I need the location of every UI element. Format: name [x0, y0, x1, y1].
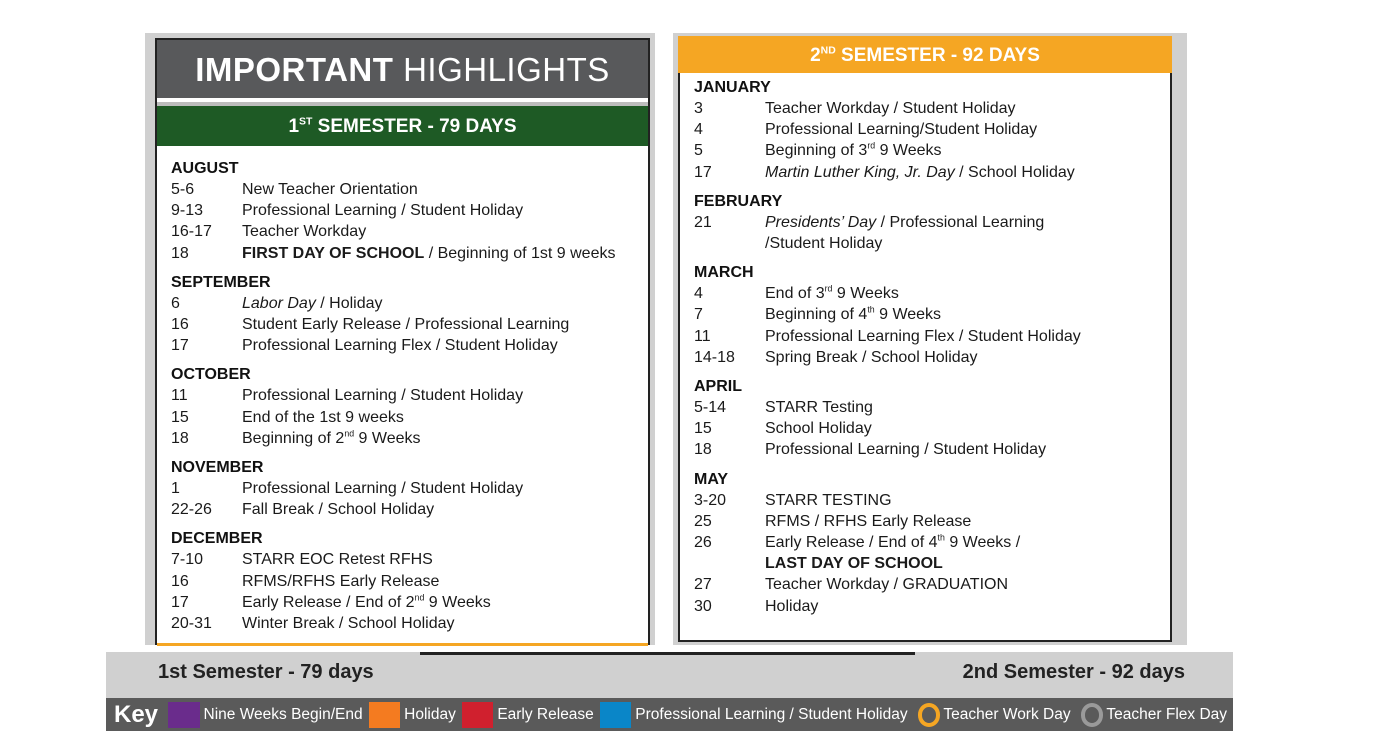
legend-swatch	[600, 702, 631, 728]
second-semester-heading: 2ND SEMESTER - 92 DAYS	[678, 36, 1172, 73]
event-text	[242, 200, 648, 221]
event-description: STARR Testing	[765, 399, 873, 417]
event-text	[765, 553, 1170, 574]
event-description: / School Holiday	[954, 163, 1075, 181]
event-description-tail: 9 Weeks	[354, 429, 421, 447]
month-heading: MARCH	[694, 264, 754, 282]
event-description: / Beginning of 1st 9 weeks	[424, 244, 616, 262]
event-row	[694, 574, 1170, 595]
first-semester-events	[157, 146, 648, 634]
event-date	[694, 233, 765, 254]
month-block	[171, 158, 648, 264]
event-row	[171, 428, 648, 449]
event-bold-text: LAST DAY OF SCHOOL	[765, 555, 943, 573]
event-text	[242, 407, 648, 428]
month-heading: SEPTEMBER	[171, 273, 271, 291]
month-block	[171, 364, 648, 449]
event-row	[171, 613, 648, 634]
event-description: Professional Learning / Student Holiday	[242, 202, 524, 220]
event-text	[242, 428, 648, 449]
event-description: School Holiday	[765, 420, 872, 438]
event-text	[242, 499, 648, 520]
event-text	[242, 179, 648, 200]
event-text	[765, 212, 1170, 233]
first-semester-summary: 1st Semester - 79 days	[158, 661, 374, 683]
event-date: 17	[171, 337, 189, 355]
event-description: Spring Break / School Holiday	[765, 348, 978, 366]
event-text	[765, 304, 1170, 325]
month-block	[171, 457, 648, 520]
event-text	[242, 293, 648, 314]
legend-ring-icon	[1081, 703, 1104, 727]
event-text	[242, 385, 648, 406]
event-description: Professional Learning/Student Holiday	[765, 121, 1038, 139]
event-date: 25	[694, 512, 712, 530]
event-date: 5-14	[694, 399, 727, 417]
event-text	[242, 335, 648, 356]
event-text	[242, 613, 648, 634]
event-description: / Professional Learning	[876, 213, 1045, 231]
event-date: 20-31	[171, 615, 212, 633]
event-date: 18	[694, 441, 712, 459]
month-heading: FEBRUARY	[694, 192, 783, 210]
month-heading: JANUARY	[694, 79, 771, 96]
event-date: 16-17	[171, 223, 212, 241]
event-row	[694, 140, 1170, 161]
event-text	[765, 418, 1170, 439]
event-row	[171, 499, 648, 520]
event-row	[694, 553, 1170, 574]
event-date: 5-6	[171, 181, 195, 198]
month-block	[171, 272, 648, 357]
ordinal-suffix: th	[937, 532, 945, 543]
event-date: 7	[694, 306, 703, 324]
event-date: 9-13	[171, 202, 204, 220]
event-description: Teacher Workday / Student Holiday	[765, 100, 1016, 117]
event-text	[765, 326, 1170, 347]
event-description: Professional Learning Flex / Student Holiday	[242, 337, 558, 355]
event-row	[694, 511, 1170, 532]
month-block	[694, 191, 1170, 254]
event-date: 6	[171, 294, 180, 312]
event-description: Winter Break / School Holiday	[242, 615, 455, 633]
ordinal-suffix: rd	[867, 141, 876, 152]
event-row	[171, 385, 648, 406]
event-text	[765, 119, 1170, 140]
event-row	[694, 532, 1170, 553]
event-row	[694, 347, 1170, 368]
month-heading: DECEMBER	[171, 530, 263, 548]
ordinal-suffix: th	[867, 305, 875, 316]
month-block	[694, 376, 1170, 461]
event-text	[242, 478, 648, 499]
second-semester-events	[680, 73, 1170, 617]
month-block	[171, 528, 648, 634]
black-divider	[420, 652, 915, 655]
event-date: 16	[171, 316, 189, 334]
event-date: 14-18	[694, 348, 735, 366]
event-description-tail: 9 Weeks /	[944, 534, 1021, 552]
month-heading: APRIL	[694, 378, 742, 396]
semester-summary-bar	[106, 652, 1233, 698]
event-date: 26	[694, 534, 712, 552]
event-description-tail: 9 Weeks	[424, 593, 491, 611]
event-description: Beginning of 2	[242, 429, 345, 447]
event-text	[765, 490, 1170, 511]
event-date: 22-26	[171, 501, 212, 519]
event-row	[171, 592, 648, 613]
event-row	[694, 119, 1170, 140]
event-description: Student Early Release / Professional Learning	[242, 316, 570, 334]
event-description: Holiday	[765, 597, 819, 615]
event-date: 1	[171, 480, 180, 498]
event-description: End of the 1st 9 weeks	[242, 408, 404, 426]
event-text	[765, 574, 1170, 595]
event-text	[242, 314, 648, 335]
event-text	[765, 596, 1170, 617]
event-row	[171, 293, 648, 314]
event-date: 11	[171, 387, 188, 405]
event-date: 21	[694, 213, 712, 231]
event-row	[171, 221, 648, 242]
event-date	[694, 553, 765, 574]
event-text	[242, 571, 648, 592]
legend-swatch	[168, 702, 199, 728]
event-description-tail: 9 Weeks	[875, 142, 942, 160]
ordinal-suffix: nd	[414, 592, 425, 603]
event-description: Professional Learning / Student Holiday	[242, 480, 524, 498]
event-description: Fall Break / School Holiday	[242, 501, 435, 519]
event-row	[694, 418, 1170, 439]
second-semester-summary: 2nd Semester - 92 days	[962, 661, 1185, 683]
event-date: 3	[694, 100, 703, 117]
event-text	[765, 397, 1170, 418]
month-heading: NOVEMBER	[171, 459, 264, 477]
legend-swatch	[462, 702, 493, 728]
event-date: 17	[694, 163, 712, 181]
event-row	[694, 233, 1170, 254]
event-date: 18	[171, 429, 189, 447]
event-description-tail: 9 Weeks	[874, 306, 942, 324]
legend-ring-icon	[918, 703, 941, 727]
legend-label: Holiday	[404, 705, 456, 723]
event-text	[765, 439, 1170, 460]
event-description: Professional Learning / Student Holiday	[242, 387, 524, 405]
event-italic-text: Martin Luther King, Jr. Day	[765, 163, 955, 181]
legend-key	[106, 698, 1233, 731]
event-row	[171, 179, 648, 200]
event-description: Professional Learning / Student Holiday	[765, 441, 1047, 459]
orange-divider	[157, 643, 648, 646]
event-bold-text: FIRST DAY OF SCHOOL	[242, 244, 425, 262]
legend-label: Teacher Flex Day	[1106, 705, 1228, 723]
event-text	[242, 592, 648, 613]
event-date: 5	[694, 142, 703, 160]
event-row	[694, 490, 1170, 511]
event-date: 4	[694, 285, 703, 303]
event-row	[694, 326, 1170, 347]
event-date: 15	[694, 420, 712, 438]
event-row	[694, 596, 1170, 617]
first-semester-heading: 1ST SEMESTER - 79 DAYS	[157, 106, 648, 146]
event-description: / Holiday	[315, 294, 383, 312]
event-italic-text: Labor Day	[242, 294, 316, 312]
first-semester-panel	[155, 38, 650, 645]
event-text	[242, 549, 648, 570]
event-description: Professional Learning Flex / Student Holiday	[765, 327, 1081, 345]
month-block	[694, 262, 1170, 368]
legend-label: Professional Learning / Student Holiday	[635, 705, 908, 723]
event-row	[171, 243, 648, 264]
event-description: Teacher Workday	[242, 223, 367, 241]
event-date: 18	[171, 244, 189, 262]
event-row	[694, 98, 1170, 119]
event-description: RFMS / RFHS Early Release	[765, 512, 972, 530]
event-date: 15	[171, 408, 189, 426]
legend-swatch	[369, 702, 400, 728]
event-row	[171, 571, 648, 592]
event-text	[765, 98, 1170, 119]
month-heading: MAY	[694, 470, 729, 488]
event-description: Early Release / End of 4	[765, 534, 938, 552]
event-description-tail: 9 Weeks	[832, 285, 899, 303]
event-description: STARR EOC Retest RFHS	[242, 551, 433, 569]
second-semester-panel	[678, 36, 1172, 642]
event-description: Beginning of 4	[765, 306, 868, 324]
event-date: 30	[694, 597, 712, 615]
highlights-title: IMPORTANT HIGHLIGHTS	[157, 40, 648, 98]
event-description: /Student Holiday	[765, 235, 883, 253]
legend-label: Teacher Work Day	[943, 705, 1071, 723]
event-text	[765, 162, 1170, 183]
event-text	[242, 221, 648, 242]
event-row	[171, 407, 648, 428]
event-description: End of 3	[765, 285, 825, 303]
event-date: 16	[171, 572, 189, 590]
event-row	[694, 212, 1170, 233]
legend-label: Nine Weeks Begin/End	[203, 705, 363, 723]
event-italic-text: Presidents’ Day	[765, 213, 877, 231]
event-text	[242, 243, 648, 264]
event-date: 27	[694, 576, 712, 594]
month-heading: OCTOBER	[171, 366, 251, 384]
event-text	[765, 347, 1170, 368]
event-row	[694, 304, 1170, 325]
event-row	[171, 314, 648, 335]
event-date: 3-20	[694, 491, 727, 509]
event-row	[694, 439, 1170, 460]
event-date: 4	[694, 121, 703, 139]
month-heading: AUGUST	[171, 160, 239, 177]
event-row	[694, 397, 1170, 418]
event-text	[765, 511, 1170, 532]
legend-label: Early Release	[497, 705, 594, 723]
event-row	[694, 162, 1170, 183]
month-block	[694, 77, 1170, 183]
ordinal-suffix: nd	[344, 428, 355, 439]
event-date: 17	[171, 593, 189, 611]
event-date: 7-10	[171, 551, 204, 569]
event-text	[765, 233, 1170, 254]
event-text	[765, 532, 1170, 553]
event-row	[171, 335, 648, 356]
event-description: New Teacher Orientation	[242, 181, 418, 198]
event-text	[765, 140, 1170, 161]
ordinal-suffix: rd	[824, 283, 833, 294]
event-row	[171, 200, 648, 221]
event-description: Beginning of 3	[765, 142, 868, 160]
event-description: Early Release / End of 2	[242, 593, 415, 611]
event-row	[694, 283, 1170, 304]
month-block	[694, 469, 1170, 617]
event-description: RFMS/RFHS Early Release	[242, 572, 440, 590]
event-description: Teacher Workday / GRADUATION	[765, 576, 1009, 594]
key-title: Key	[114, 700, 159, 728]
event-row	[171, 478, 648, 499]
event-row	[171, 549, 648, 570]
event-date: 11	[694, 327, 711, 345]
event-text	[765, 283, 1170, 304]
event-description: STARR TESTING	[765, 491, 892, 509]
